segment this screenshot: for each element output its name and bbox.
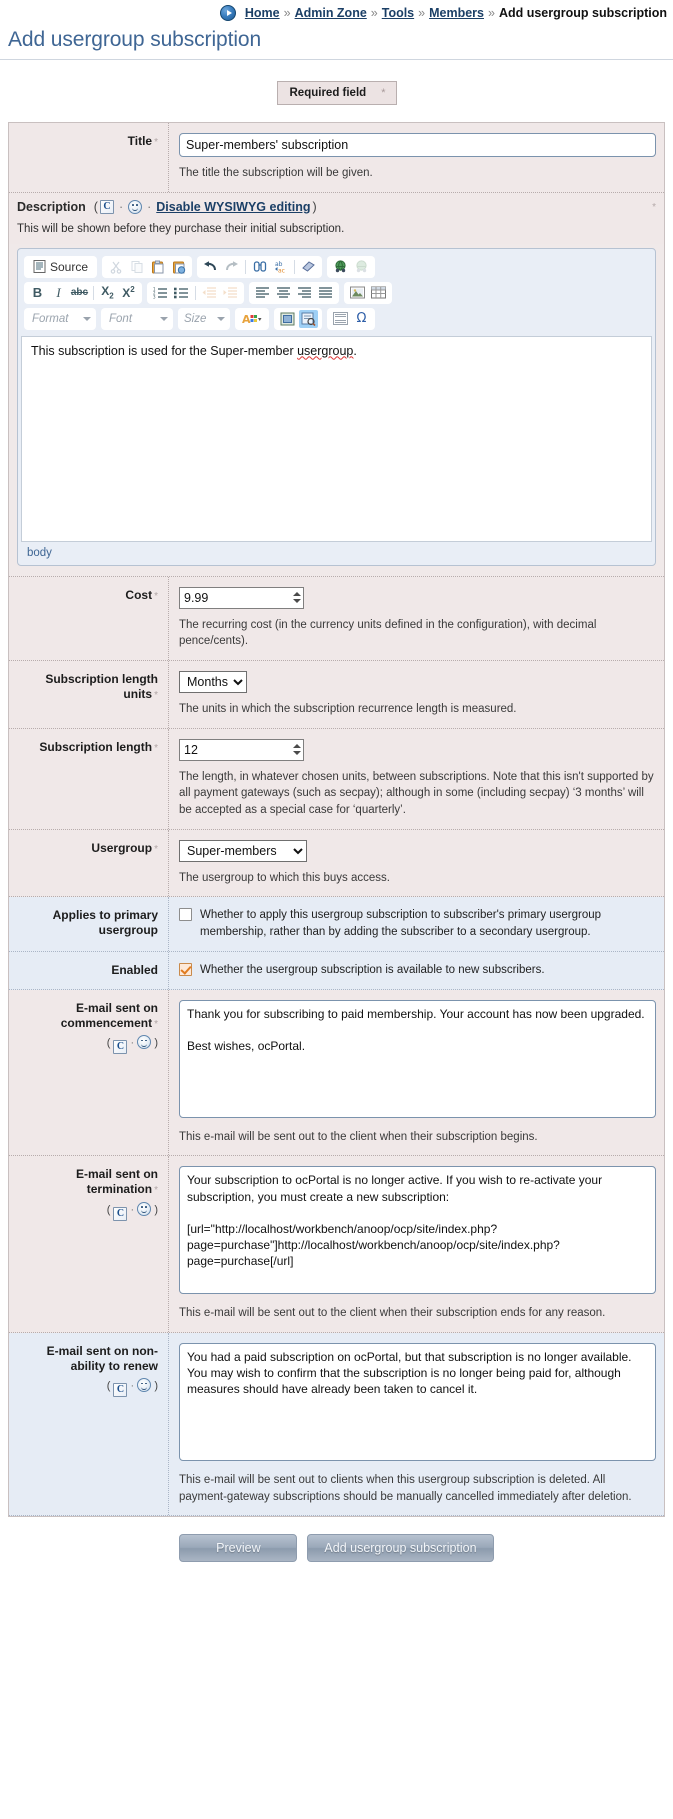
- smiley-picker-icon[interactable]: [137, 1035, 151, 1049]
- toolbar-divider: [195, 286, 196, 300]
- wysiwyg-editor: [17, 248, 656, 566]
- table-icon[interactable]: [369, 284, 388, 302]
- required-star: *: [154, 137, 158, 148]
- italic-icon[interactable]: I: [56, 284, 61, 300]
- editor-text-misspelled: usergroup: [297, 343, 354, 358]
- paren-close: ): [154, 1203, 158, 1216]
- field-row-enabled: [9, 952, 664, 990]
- bold-icon[interactable]: B: [32, 285, 43, 301]
- align-center-icon[interactable]: [274, 284, 293, 302]
- label-title: [9, 123, 169, 192]
- font-combo[interactable]: [101, 308, 173, 330]
- field-row-applies-primary: [9, 897, 664, 951]
- smiley-picker-icon[interactable]: [128, 200, 142, 214]
- enabled-checkbox[interactable]: [179, 963, 192, 976]
- editor-toolbar-row-1: [24, 256, 649, 278]
- label-enabled: Enabled: [9, 952, 169, 989]
- smiley-picker-icon[interactable]: [137, 1378, 151, 1392]
- replace-icon[interactable]: [271, 258, 290, 276]
- field-body-email-nonrenewal: [169, 1333, 664, 1515]
- toolbar-group-history: [197, 256, 322, 278]
- description-header: [9, 193, 664, 221]
- help-usergroup: The usergroup to which this buys access.: [179, 871, 390, 884]
- svg-text:2: 2: [153, 290, 156, 296]
- stepper-up-icon[interactable]: [293, 744, 301, 748]
- label-length-text: Subscription length: [39, 739, 153, 754]
- toolbar-group-clipboard: [102, 256, 192, 278]
- required-star: *: [154, 590, 158, 602]
- bulleted-list-icon[interactable]: [172, 284, 191, 302]
- label-title-text: Title: [127, 134, 153, 148]
- chevron-down-icon: [217, 317, 225, 321]
- breadcrumb-item-tools[interactable]: Tools: [381, 6, 415, 20]
- enabled-text: Whether the usergroup subscription is available to new subscribers.: [200, 963, 545, 976]
- editor-toolbar-row-2: [24, 282, 649, 304]
- strikethrough-icon[interactable]: abc: [70, 287, 89, 299]
- dot-separator: ·: [147, 199, 152, 214]
- email-commencement-textarea[interactable]: [179, 1000, 656, 1118]
- form-actions: [0, 1517, 673, 1582]
- image-icon[interactable]: [348, 284, 367, 302]
- format-combo[interactable]: [24, 308, 96, 330]
- toolbar-group-align: [249, 282, 339, 304]
- copy-icon[interactable]: [127, 258, 146, 276]
- required-star: *: [154, 1018, 158, 1030]
- breadcrumb-separator: »: [487, 6, 495, 20]
- paren-close: ): [312, 199, 317, 214]
- breadcrumb-bullet-icon: [220, 5, 236, 21]
- remove-format-icon[interactable]: [299, 258, 318, 276]
- label-email-commencement-text: E-mail sent on commencement: [60, 1000, 158, 1030]
- help-email-commencement: This e-mail will be sent out to the client when their subscription begins.: [179, 1130, 538, 1143]
- numbered-list-icon[interactable]: [151, 284, 170, 302]
- stepper-down-icon[interactable]: [293, 599, 301, 603]
- chevron-down-icon: [160, 317, 168, 321]
- toolbar-group-misc: [327, 308, 375, 330]
- field-row-usergroup: [9, 830, 664, 898]
- find-icon[interactable]: [250, 258, 269, 276]
- toolbar-divider: [294, 260, 295, 274]
- required-star: *: [154, 690, 158, 702]
- decrease-indent-icon[interactable]: [200, 284, 219, 302]
- svg-text:1: 1: [153, 286, 156, 292]
- field-row-title: [9, 123, 664, 193]
- field-row-description: [9, 193, 664, 577]
- label-applies-primary: Applies to primary usergroup: [9, 897, 169, 950]
- field-row-email-termination: [9, 1156, 664, 1333]
- email-nonrenewal-tools: [15, 1378, 158, 1397]
- submit-button[interactable]: Add usergroup subscription: [307, 1534, 493, 1562]
- breadcrumb: [0, 0, 673, 25]
- field-body-email-commencement: [169, 990, 664, 1156]
- editor-text-end: .: [353, 343, 357, 358]
- help-description: This will be shown before they purchase their initial subscription.: [9, 221, 664, 244]
- redo-icon[interactable]: [222, 258, 241, 276]
- breadcrumb-item-current: Add usergroup subscription: [498, 6, 667, 20]
- paren-close: ): [154, 1037, 158, 1050]
- preview-button[interactable]: Preview: [179, 1534, 297, 1562]
- text-color-icon[interactable]: [239, 310, 265, 328]
- label-length-units: [9, 661, 169, 728]
- maximize-icon[interactable]: [278, 310, 297, 328]
- editor-content[interactable]: [21, 336, 652, 542]
- show-blocks-icon[interactable]: [299, 310, 318, 328]
- paren-open: (: [93, 199, 98, 214]
- dot-separator: ·: [130, 1380, 135, 1393]
- paren-open: (: [106, 1380, 111, 1393]
- size-combo-label: Size: [184, 312, 207, 325]
- subscript-icon[interactable]: $X_2$: [101, 284, 114, 301]
- toolbar-group-basic-styles: [24, 282, 142, 304]
- editor-toolbar-row-3: [24, 308, 649, 330]
- field-body-applies-primary: [169, 897, 664, 950]
- comcode-help-icon[interactable]: C: [113, 1040, 127, 1054]
- paren-close: ): [154, 1380, 158, 1393]
- size-combo[interactable]: [178, 308, 230, 330]
- editor-toolbar: [21, 252, 652, 336]
- toolbar-divider: [93, 286, 94, 300]
- label-email-termination-text: E-mail sent on termination: [75, 1167, 158, 1197]
- length-input[interactable]: [179, 739, 304, 761]
- help-email-nonrenewal: This e-mail will be sent out to clients when this usergroup subscription is deleted. All payment-gateway subscriptions should be manually cancelled immediately after deletion.: [179, 1474, 632, 1503]
- help-cost: The recurring cost (in the currency units defined in the configuration), with decimal pence/cents).: [179, 618, 597, 648]
- help-length-units: The units in which the subscription recurrence length is measured.: [179, 703, 517, 716]
- length-stepper[interactable]: [179, 739, 304, 761]
- stepper-arrows[interactable]: [293, 589, 301, 607]
- label-usergroup-text: Usergroup: [91, 840, 153, 855]
- label-email-commencement: [9, 990, 169, 1156]
- svg-text:3: 3: [153, 294, 156, 300]
- field-row-length: [9, 729, 664, 830]
- page-break-icon[interactable]: [331, 310, 350, 328]
- special-char-icon[interactable]: Ω: [356, 311, 367, 327]
- cost-stepper[interactable]: [179, 587, 304, 609]
- stepper-up-icon[interactable]: [293, 592, 301, 596]
- label-cost: [9, 577, 169, 660]
- comcode-help-icon[interactable]: C: [113, 1383, 127, 1397]
- unlink-icon[interactable]: [352, 258, 371, 276]
- comcode-help-icon[interactable]: C: [113, 1207, 127, 1221]
- svg-text:A: A: [242, 312, 251, 326]
- title-input[interactable]: [179, 133, 656, 157]
- paren-open: (: [106, 1203, 111, 1216]
- label-cost-text: Cost: [125, 587, 153, 602]
- undo-icon[interactable]: [201, 258, 220, 276]
- paste-from-word-icon[interactable]: [169, 258, 188, 276]
- toolbar-group-source: [24, 256, 97, 278]
- label-length-units-text: Subscription length units: [45, 672, 158, 702]
- field-body-enabled: [169, 952, 664, 989]
- required-field-legend: [277, 81, 397, 105]
- email-commencement-tools: [15, 1035, 158, 1054]
- chevron-down-icon: [83, 317, 91, 321]
- toolbar-group-link: [327, 256, 375, 278]
- field-body-length: [169, 729, 664, 829]
- field-body-cost: [169, 577, 664, 660]
- email-nonrenewal-textarea[interactable]: [179, 1343, 656, 1461]
- source-icon: [33, 260, 46, 273]
- cut-icon[interactable]: [106, 258, 125, 276]
- field-row-length-units: [9, 661, 664, 729]
- field-body-usergroup: [169, 830, 664, 897]
- source-button[interactable]: [28, 258, 93, 276]
- toolbar-group-lists: [147, 282, 244, 304]
- page-title: Add usergroup subscription: [0, 25, 673, 60]
- toolbar-divider: [245, 260, 246, 274]
- email-termination-textarea[interactable]: [179, 1166, 656, 1294]
- link-icon[interactable]: [331, 258, 350, 276]
- enabled-checkbox-row[interactable]: [179, 962, 656, 979]
- applies-primary-checkbox-row[interactable]: [179, 907, 656, 940]
- svg-text:ab: ab: [274, 260, 283, 268]
- applies-primary-text: Whether to apply this usergroup subscription to subscriber's primary usergroup membership, rather than by adding the subscriber to a secondary usergroup.: [200, 909, 602, 939]
- label-email-nonrenewal: [9, 1333, 169, 1515]
- required-star: *: [652, 201, 656, 213]
- cost-input[interactable]: [179, 587, 304, 609]
- breadcrumb-separator: »: [283, 6, 291, 20]
- format-combo-label: Format: [32, 312, 69, 325]
- email-termination-tools: [15, 1202, 158, 1221]
- breadcrumb-separator: »: [370, 6, 378, 20]
- breadcrumb-separator: »: [418, 6, 426, 20]
- dot-separator: ·: [118, 199, 124, 214]
- breadcrumb-item-admin-zone[interactable]: Admin Zone: [294, 6, 367, 20]
- comcode-help-icon[interactable]: C: [100, 200, 114, 214]
- usergroup-select[interactable]: [179, 840, 307, 862]
- toolbar-group-color: [235, 308, 269, 330]
- increase-indent-icon[interactable]: [221, 284, 240, 302]
- help-email-termination: This e-mail will be sent out to the client when their subscription ends for any reason.: [179, 1307, 606, 1320]
- label-usergroup: [9, 830, 169, 897]
- editor-text-start: This subscription is used for the Super-member: [31, 343, 298, 358]
- smiley-picker-icon[interactable]: [137, 1202, 151, 1216]
- toolbar-group-insert: [344, 282, 392, 304]
- field-row-email-commencement: [9, 990, 664, 1157]
- paren-open: (: [106, 1037, 111, 1050]
- breadcrumb-item-members[interactable]: Members: [429, 6, 484, 20]
- field-row-email-nonrenewal: [9, 1333, 664, 1516]
- applies-primary-checkbox[interactable]: [179, 908, 192, 921]
- required-field-legend-wrap: [0, 60, 673, 122]
- toolbar-group-tools: [274, 308, 322, 330]
- dot-separator: ·: [130, 1037, 135, 1050]
- label-description: Description: [17, 199, 86, 214]
- superscript-icon[interactable]: $X^2$: [122, 285, 135, 301]
- field-body-title: [169, 123, 664, 192]
- length-units-select[interactable]: [179, 671, 247, 693]
- align-left-icon[interactable]: [253, 284, 272, 302]
- align-right-icon[interactable]: [295, 284, 314, 302]
- paste-icon[interactable]: [148, 258, 167, 276]
- required-star: *: [154, 742, 158, 754]
- font-combo-label: Font: [109, 312, 133, 325]
- required-star: *: [154, 1185, 158, 1197]
- field-row-cost: [9, 577, 664, 661]
- svg-text:ac: ac: [277, 267, 285, 274]
- disable-wysiwyg-link[interactable]: Disable WYSIWYG editing: [156, 199, 311, 214]
- subscription-form: [8, 122, 665, 1517]
- dot-separator: ·: [130, 1203, 135, 1216]
- stepper-down-icon[interactable]: [293, 751, 301, 755]
- source-button-label: Source: [50, 259, 89, 274]
- required-star: *: [154, 843, 158, 855]
- justify-icon[interactable]: [316, 284, 335, 302]
- required-field-star: *: [381, 87, 386, 99]
- help-title: The title the subscription will be given.: [179, 167, 373, 179]
- label-email-termination: [9, 1156, 169, 1332]
- editor-element-path: body: [27, 546, 52, 559]
- breadcrumb-item-home[interactable]: Home: [244, 6, 280, 20]
- label-length: [9, 729, 169, 829]
- help-length: The length, in whatever chosen units, between subscriptions. Note that this isn't supported by all payment gateways (such as secpay); although in some (including secpay) ‘3 months’ will be accepted as a special case for ‘quarterly’.: [179, 770, 654, 817]
- required-field-label: Required field: [289, 87, 367, 99]
- field-body-length-units: [169, 661, 664, 728]
- label-email-nonrenewal-text: E-mail sent on non-ability to renew: [46, 1344, 158, 1374]
- stepper-arrows[interactable]: [293, 741, 301, 759]
- field-body-email-termination: [169, 1156, 664, 1332]
